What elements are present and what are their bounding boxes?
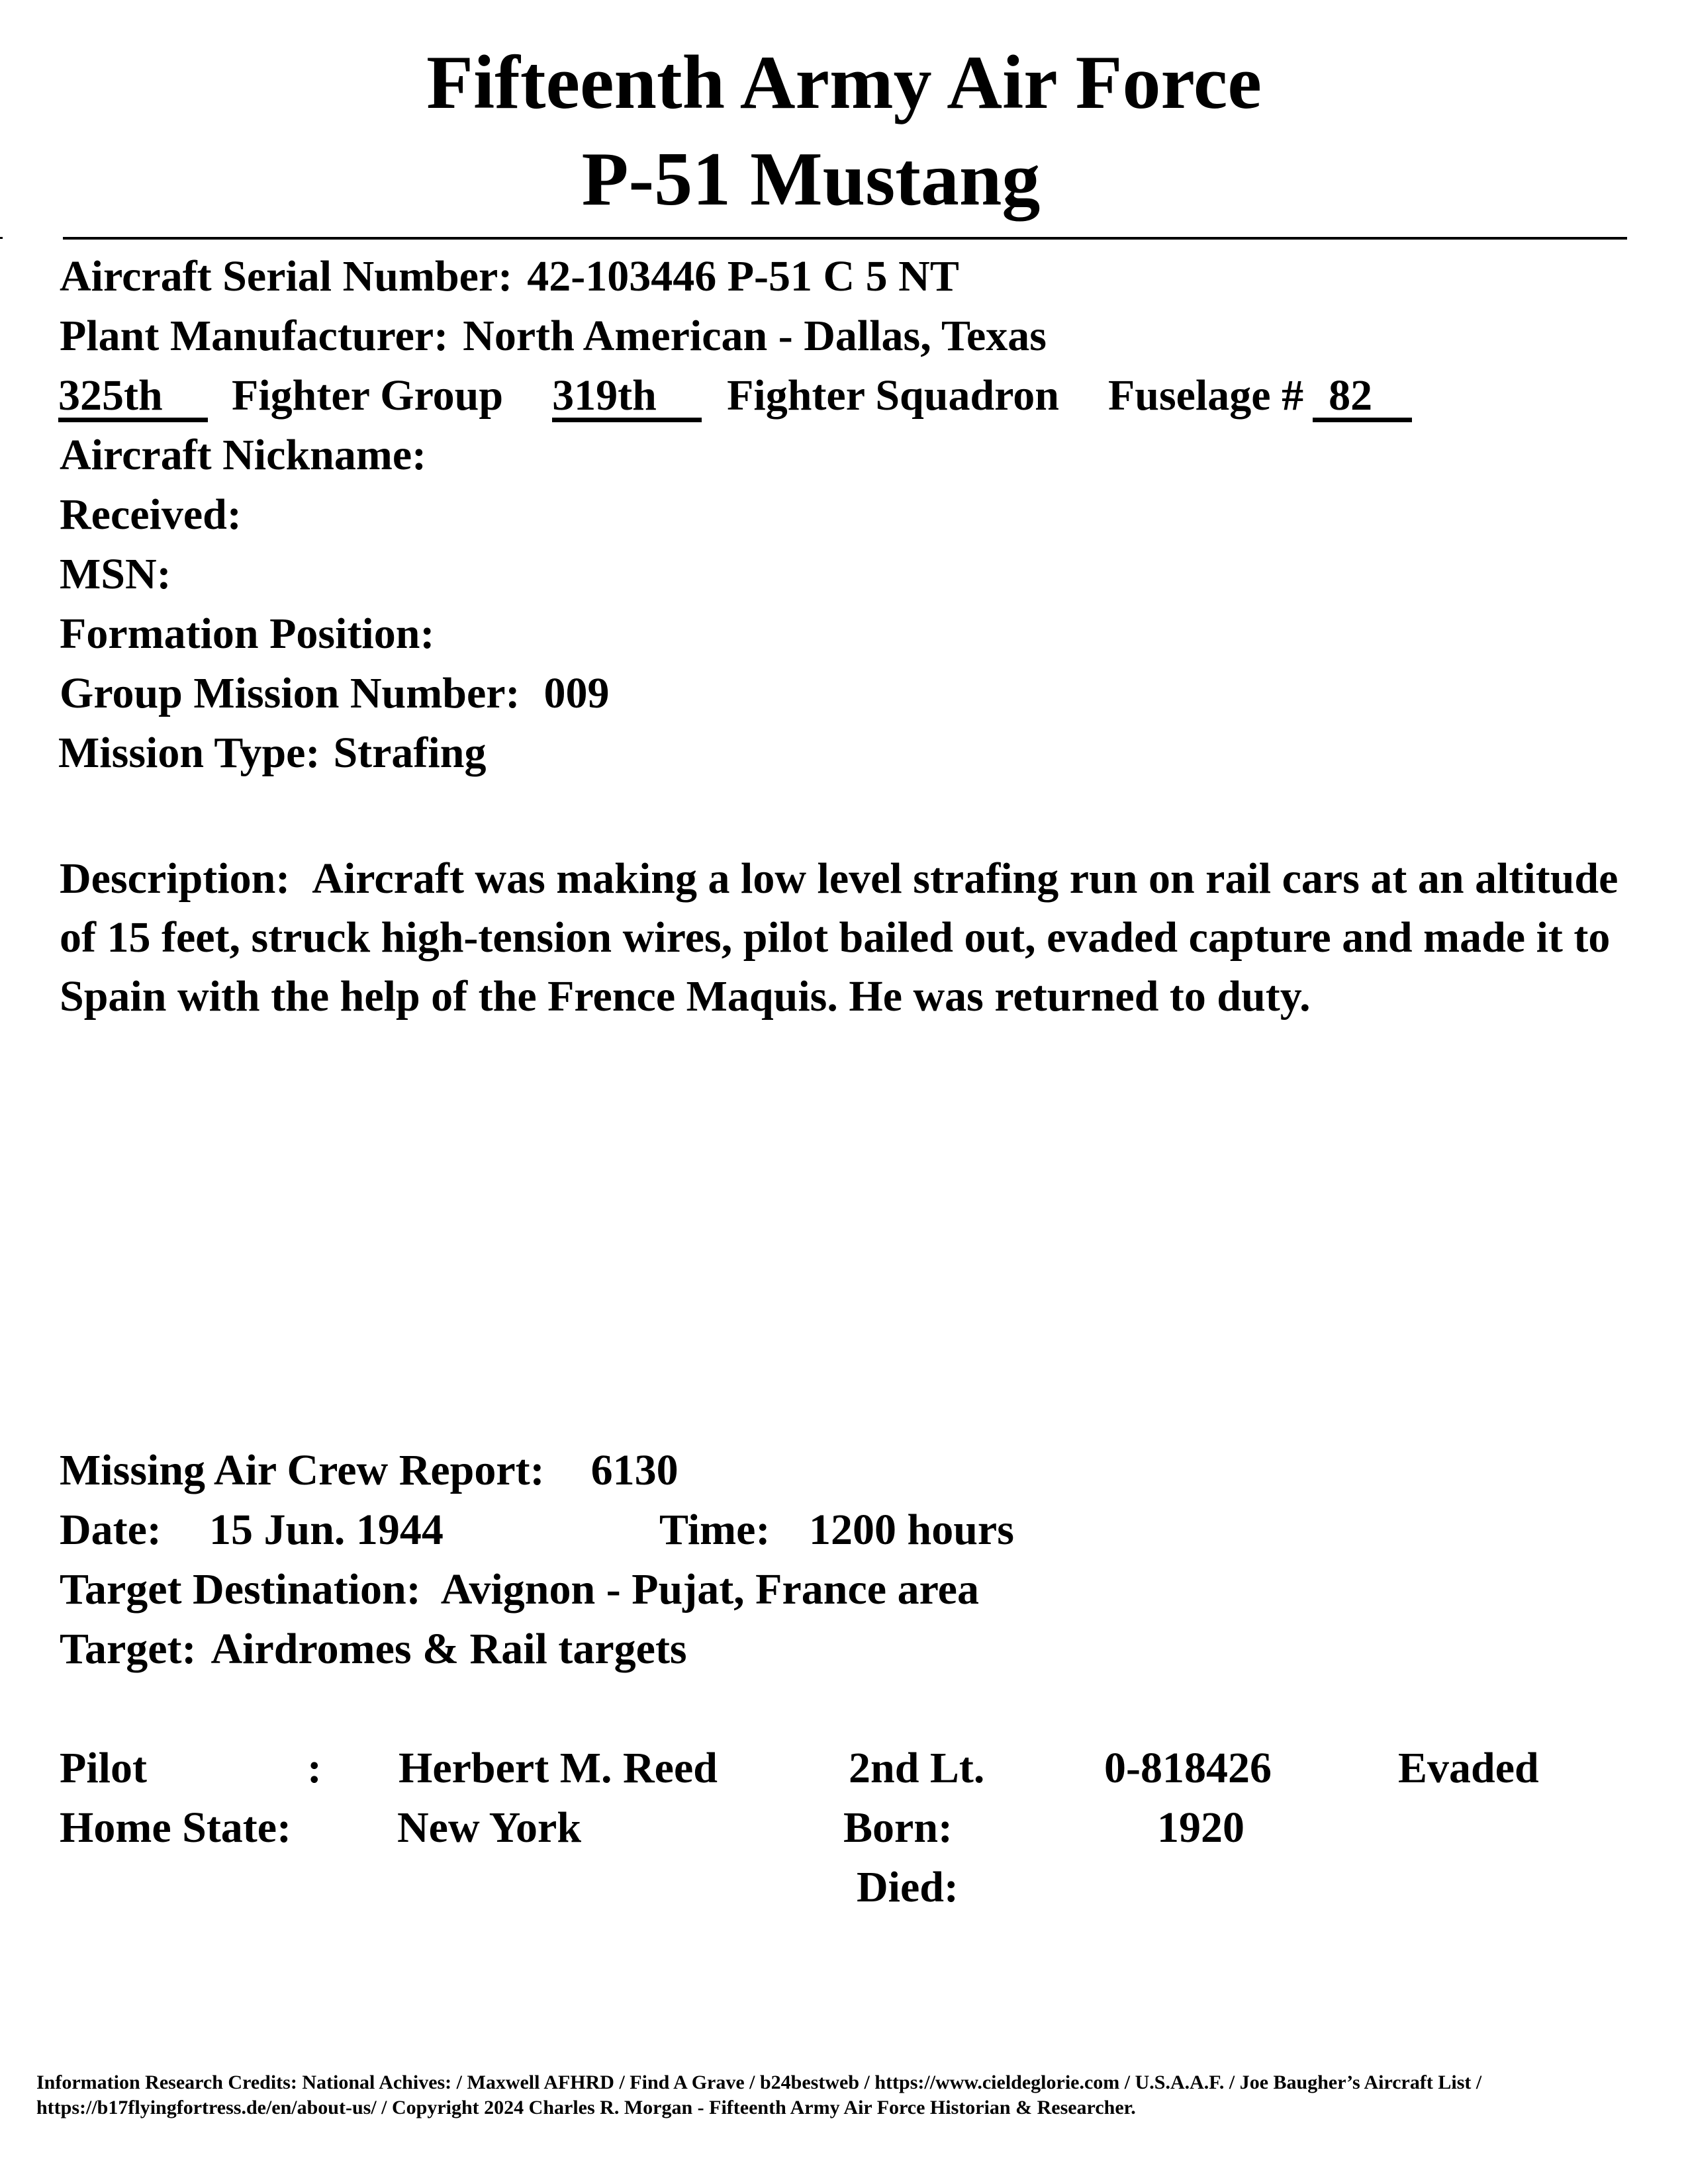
credits-line-2: https://b17flyingfortress.de/en/about-us/ / Copyright 2024 Charles R. Morgan - Fifteenth Army Air Force Historian & Researcher.	[36, 2097, 1136, 2118]
mission-type-row	[58, 728, 486, 778]
fighter-squadron-value: 319th	[552, 374, 702, 422]
nickname-row	[60, 430, 426, 480]
date-value: 15 Jun. 1944	[209, 1506, 444, 1554]
description-text: Aircraft was making a low level strafing run on rail cars at an altitude of 15 feet, struck high-tension wires, pilot bailed out, evaded capture and made it to Spain with the help of the Frence Maquis. He was returned to duty.	[60, 854, 1618, 1021]
time-value: 1200 hours	[809, 1506, 1014, 1554]
died-label: Died:	[857, 1863, 959, 1911]
manufacturer-row	[60, 311, 1047, 361]
macr-value: 6130	[590, 1446, 679, 1494]
target-row	[60, 1624, 687, 1674]
nickname-label: Aircraft Nickname:	[60, 431, 427, 479]
header-divider	[63, 237, 1627, 240]
formation-position-row	[60, 609, 434, 659]
manufacturer-label: Plant Manufacturer:	[60, 312, 449, 360]
group-mission-value: 009	[543, 669, 610, 717]
pilot-rank: 2nd Lt.	[849, 1744, 985, 1792]
serial-number-label: Aircraft Serial Number:	[60, 252, 513, 300]
margin-mark	[0, 237, 3, 239]
macr-row	[60, 1445, 679, 1496]
target-label: Target:	[60, 1625, 197, 1673]
destination-value: Avignon - Pujat, France area	[440, 1565, 979, 1614]
pilot-row	[60, 1743, 1539, 1794]
document-subtitle: P-51 Mustang	[581, 137, 1041, 222]
destination-label: Target Destination:	[60, 1565, 421, 1614]
home-state-row	[60, 1803, 1244, 1853]
fuselage-label: Fuselage #	[1107, 371, 1304, 420]
research-credits	[36, 2070, 1481, 2120]
home-state-value: New York	[397, 1803, 582, 1852]
pilot-name: Herbert M. Reed	[399, 1744, 718, 1792]
date-label: Date:	[60, 1506, 162, 1554]
target-value: Airdromes & Rail targets	[211, 1625, 687, 1673]
group-mission-row	[60, 668, 610, 719]
pilot-status: Evaded	[1398, 1744, 1539, 1792]
destination-row	[60, 1565, 979, 1615]
unit-row	[58, 371, 1412, 421]
credits-line-1: Information Research Credits: National Achives: / Maxwell AFHRD / Find A Grave / b24bestweb / https://www.cieldeglorie.com / U.S.A.A.F. / Joe Baugher’s Aircraft List /	[36, 2071, 1482, 2093]
formation-position-label: Formation Position:	[60, 610, 435, 658]
time-label: Time:	[659, 1506, 771, 1554]
description-label: Description:	[60, 854, 291, 903]
born-label: Born:	[843, 1803, 953, 1852]
born-value: 1920	[1157, 1803, 1244, 1852]
pilot-label: Pilot	[60, 1744, 147, 1792]
fighter-group-value: 325th	[58, 374, 208, 422]
group-mission-label: Group Mission Number:	[60, 669, 520, 717]
fighter-group-label: Fighter Group	[232, 371, 504, 420]
date-time-row	[60, 1505, 1014, 1555]
manufacturer-value: North American - Dallas, Texas	[463, 312, 1047, 360]
home-state-label: Home State:	[60, 1803, 292, 1852]
mission-type-value: Strafing	[333, 729, 487, 777]
pilot-serial: 0-818426	[1104, 1744, 1272, 1792]
msn-row	[60, 549, 171, 600]
serial-number-value: 42-103446 P-51 C 5 NT	[527, 252, 959, 300]
macr-label: Missing Air Crew Report:	[60, 1446, 545, 1494]
serial-number-row	[60, 251, 959, 302]
died-row	[857, 1862, 959, 1913]
msn-label: MSN:	[60, 550, 171, 598]
fuselage-value: 82	[1313, 374, 1412, 422]
received-row	[60, 490, 242, 540]
description-block	[60, 849, 1648, 1026]
mission-type-label: Mission Type:	[58, 729, 320, 777]
pilot-colon: :	[307, 1744, 322, 1792]
received-label: Received:	[60, 490, 242, 539]
fighter-squadron-label: Fighter Squadron	[727, 371, 1059, 420]
document-title: Fifteenth Army Air Force	[426, 40, 1262, 125]
